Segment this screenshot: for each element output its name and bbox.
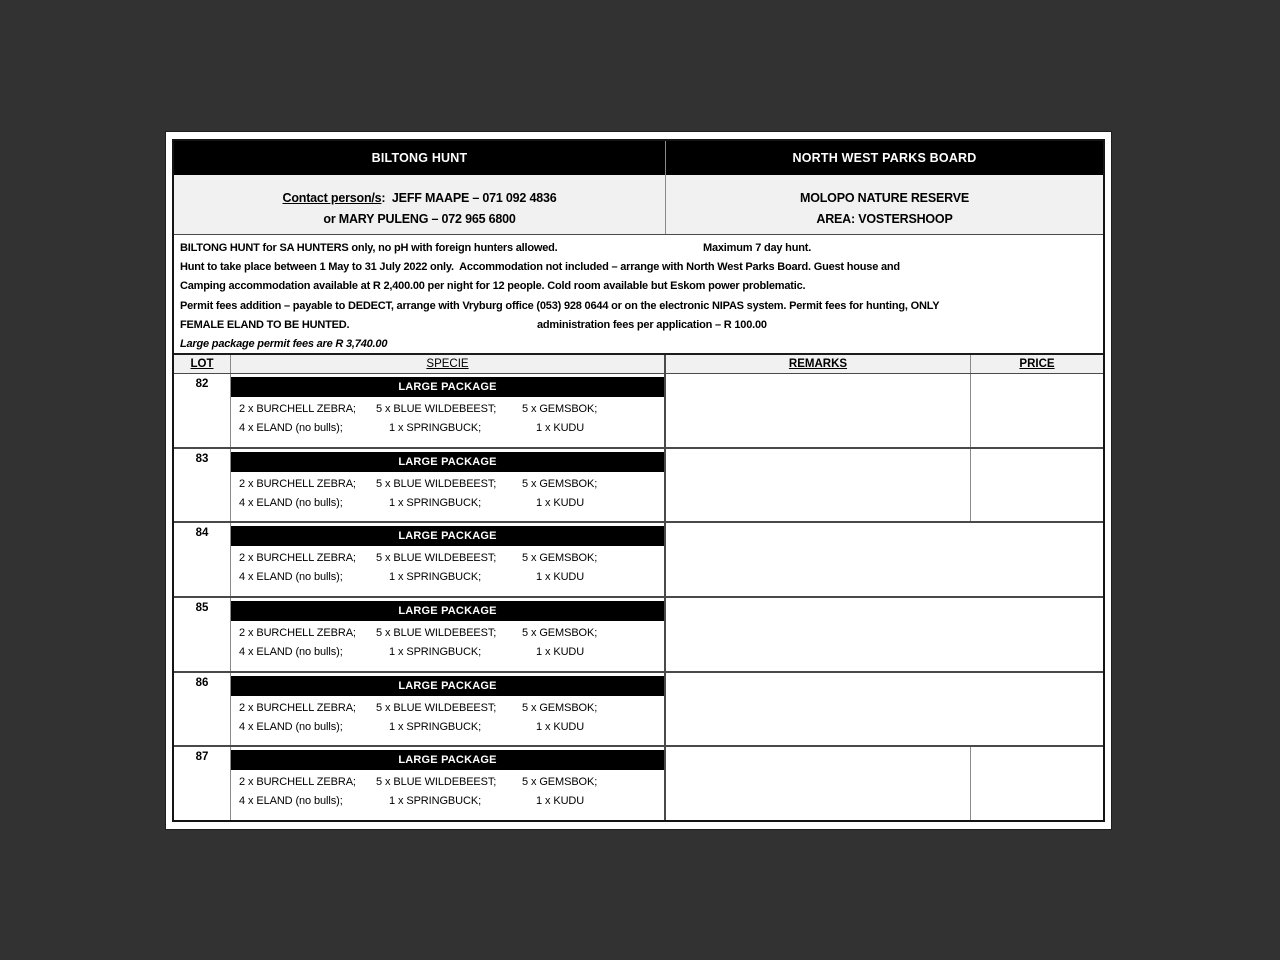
- contact-band: [174, 175, 1103, 235]
- specie-item: 1 x SPRINGBUCK;: [389, 795, 482, 808]
- price-cell: [971, 449, 1103, 522]
- specie-line-1: [231, 478, 664, 490]
- specie-item: 5 x GEMSBOK;: [522, 403, 598, 415]
- notice-text: Permit fees addition – payable to DEDECT, arrange with Vryburg office (053) 928 0644 or on the electronic NIPAS system. Permit fees for hunting, ONLY: [180, 299, 940, 312]
- table-row: [174, 449, 1103, 524]
- hunt-title: BILTONG HUNT: [174, 141, 666, 175]
- notice-line: [180, 277, 1097, 296]
- column-header-specie: SPECIE: [231, 355, 666, 373]
- notice-text: Camping accommodation available at R 2,400.00 per night for 12 people. Cold room available but Eskom power problematic.: [180, 280, 806, 293]
- specie-item: 1 x SPRINGBUCK;: [389, 646, 482, 659]
- contact-cell: [174, 175, 666, 234]
- price-cell: [971, 747, 1103, 820]
- table-row: [174, 673, 1103, 748]
- contact-line-2: [174, 209, 665, 230]
- reserve-name: MOLOPO NATURE RESERVE: [800, 191, 969, 205]
- specie-item: 2 x BURCHELL ZEBRA;: [239, 552, 356, 565]
- specie-line-2: [231, 795, 664, 807]
- specie-line-1: [231, 627, 664, 639]
- table-row: [174, 374, 1103, 449]
- package-title-bar: LARGE PACKAGE: [231, 676, 664, 696]
- contact-label: Contact person/s: [282, 191, 382, 205]
- table-row: [174, 598, 1103, 673]
- remarks-cell: [666, 673, 971, 746]
- lot-cell: [174, 747, 231, 820]
- specie-line-1: [231, 776, 664, 788]
- remarks-cell: [666, 523, 971, 596]
- package-title-bar: LARGE PACKAGE: [231, 452, 664, 472]
- specie-item: 5 x GEMSBOK;: [522, 627, 598, 640]
- column-header-remarks: REMARKS: [666, 355, 971, 373]
- notice-text: BILTONG HUNT for SA HUNTERS only, no pH with foreign hunters allowed.: [180, 242, 558, 254]
- column-header-price: PRICE: [1019, 358, 1055, 370]
- specie-line-2: [231, 497, 664, 509]
- specie-item: 1 x KUDU: [536, 496, 585, 509]
- notice-text: Maximum 7 day hunt.: [703, 242, 812, 254]
- document-page: [166, 132, 1111, 829]
- notice-text: Hunt to take place between 1 May to 31 July 2022 only. Accommodation not included – arrange with North West Parks Board. Guest house and: [180, 261, 900, 274]
- specie-item: 2 x BURCHELL ZEBRA;: [239, 477, 356, 490]
- price-cell: [971, 598, 1103, 671]
- specie-item: 5 x GEMSBOK;: [522, 701, 598, 714]
- specie-item: 1 x KUDU: [536, 571, 585, 584]
- notice-line: [180, 239, 1097, 258]
- specie-cell: [231, 673, 666, 746]
- specie-item: 4 x ELAND (no bulls);: [239, 422, 343, 434]
- remarks-cell: [666, 747, 971, 820]
- package-title-bar: LARGE PACKAGE: [231, 377, 664, 397]
- contact-line-1: [174, 188, 665, 209]
- specie-item: 1 x SPRINGBUCK;: [389, 496, 482, 509]
- table-header-row: [174, 353, 1103, 374]
- specie-item: 1 x KUDU: [536, 795, 585, 808]
- specie-cell: [231, 523, 666, 596]
- lot-number: 82: [195, 378, 209, 390]
- package-title-bar: LARGE PACKAGE: [231, 526, 664, 546]
- title-band: [174, 141, 1103, 175]
- specie-cell: [231, 598, 666, 671]
- remarks-cell: [666, 598, 971, 671]
- notice-text: Large package permit fees are R 3,740.00: [180, 338, 388, 351]
- price-cell: [971, 374, 1103, 447]
- org-title: NORTH WEST PARKS BOARD: [792, 151, 977, 165]
- specie-item: 5 x GEMSBOK;: [522, 776, 598, 789]
- specie-item: 4 x ELAND (no bulls);: [239, 795, 343, 808]
- specie-item: 5 x BLUE WILDEBEEST;: [376, 477, 497, 490]
- specie-item: 1 x SPRINGBUCK;: [389, 571, 482, 584]
- specie-item: 5 x BLUE WILDEBEEST;: [376, 403, 497, 415]
- notice-paragraph: [174, 235, 1103, 353]
- specie-item: 4 x ELAND (no bulls);: [239, 720, 343, 733]
- specie-line-1: [231, 552, 664, 564]
- specie-item: 2 x BURCHELL ZEBRA;: [239, 701, 356, 714]
- contact-person-2: or MARY PULENG – 072 965 6800: [323, 212, 516, 226]
- specie-item: 5 x BLUE WILDEBEEST;: [376, 552, 497, 565]
- specie-item: 5 x GEMSBOK;: [522, 552, 598, 565]
- price-cell: [971, 673, 1103, 746]
- specie-item: 2 x BURCHELL ZEBRA;: [239, 403, 356, 415]
- lot-cell: [174, 598, 231, 671]
- specie-cell: [231, 449, 666, 522]
- specie-item: 5 x BLUE WILDEBEEST;: [376, 701, 497, 714]
- specie-item: 5 x GEMSBOK;: [522, 477, 598, 490]
- specie-item: 5 x BLUE WILDEBEEST;: [376, 627, 497, 640]
- lot-cell: [174, 673, 231, 746]
- specie-item: 2 x BURCHELL ZEBRA;: [239, 776, 356, 789]
- notice-line: [180, 258, 1097, 277]
- specie-line-1: [231, 702, 664, 714]
- lot-number: 86: [195, 676, 209, 689]
- table-row: [174, 523, 1103, 598]
- notice-line: [180, 335, 1097, 353]
- lot-number: 85: [195, 602, 209, 615]
- notice-line: [180, 297, 1097, 316]
- specie-item: 2 x BURCHELL ZEBRA;: [239, 627, 356, 640]
- remarks-cell: [666, 374, 971, 447]
- lot-number: 84: [195, 527, 209, 540]
- reserve-cell: [666, 175, 1103, 234]
- lot-number: 87: [195, 751, 209, 764]
- specie-line-2: [231, 721, 664, 733]
- lot-cell: [174, 449, 231, 522]
- column-header-lot: LOT: [174, 355, 231, 373]
- specie-item: 1 x SPRINGBUCK;: [389, 422, 482, 434]
- specie-item: 4 x ELAND (no bulls);: [239, 571, 343, 584]
- specie-line-2: [231, 646, 664, 658]
- specie-cell: [231, 747, 666, 820]
- specie-item: 5 x BLUE WILDEBEEST;: [376, 776, 497, 789]
- specie-item: 1 x KUDU: [536, 422, 585, 434]
- table-row: [174, 747, 1103, 820]
- specie-item: 1 x KUDU: [536, 646, 585, 659]
- specie-line-2: [231, 422, 664, 434]
- table-body: [174, 374, 1103, 820]
- notice-text: administration fees per application – R 100.00: [537, 318, 767, 331]
- price-cell: [971, 523, 1103, 596]
- package-title-bar: LARGE PACKAGE: [231, 601, 664, 621]
- specie-item: 4 x ELAND (no bulls);: [239, 496, 343, 509]
- specie-line-2: [231, 571, 664, 583]
- notice-line: [180, 316, 1097, 335]
- specie-item: 4 x ELAND (no bulls);: [239, 646, 343, 659]
- remarks-cell: [666, 449, 971, 522]
- specie-line-1: [231, 403, 664, 415]
- lot-cell: [174, 374, 231, 447]
- notice-text: FEMALE ELAND TO BE HUNTED.: [180, 318, 350, 331]
- lot-number: 83: [195, 452, 209, 465]
- contact-person-1: : JEFF MAAPE – 071 092 4836: [381, 191, 557, 205]
- lot-cell: [174, 523, 231, 596]
- specie-item: 1 x SPRINGBUCK;: [389, 720, 482, 733]
- specie-cell: [231, 374, 666, 447]
- package-title-bar: LARGE PACKAGE: [231, 750, 664, 770]
- specie-item: 1 x KUDU: [536, 720, 585, 733]
- reserve-area: AREA: VOSTERSHOOP: [816, 212, 953, 226]
- document-table-frame: [172, 139, 1105, 822]
